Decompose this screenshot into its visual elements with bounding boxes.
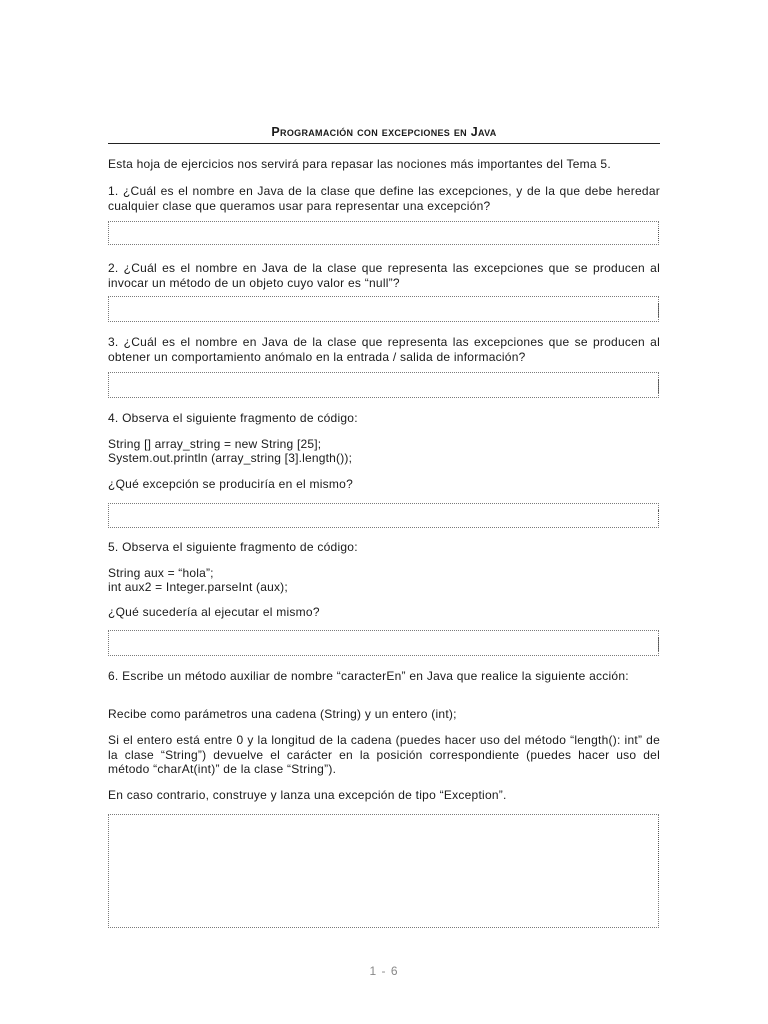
page-number: 1 - 6 — [369, 964, 399, 978]
question-4-question: ¿Qué excepción se produciría en el mismo? — [108, 477, 354, 491]
intro-text: Esta hoja de ejercicios nos servirá para repasar las nociones más importantes del Tema 5. — [108, 157, 611, 171]
question-4-code-line-2: System.out.println (array_string [3].length()); — [108, 451, 353, 465]
answer-box-1[interactable] — [108, 221, 659, 245]
title-underline — [108, 143, 660, 144]
question-4-text: 4. Observa el siguiente fragmento de código: — [108, 411, 358, 425]
question-6-text: 6. Escribe un método auxiliar de nombre “caracterEn” en Java que realice la siguiente acción: — [108, 669, 629, 683]
question-6-paragraph-2: Si el entero está entre 0 y la longitud de la cadena (puedes hacer uso del método “length(): int” de la clase “String”) devuelve el carácter en la posición correspondiente (puedes hacer uso del método “charAt(int)” de la clase “String”). — [108, 733, 660, 776]
answer-box-5[interactable] — [108, 630, 659, 656]
answer-box-6[interactable] — [108, 814, 659, 928]
question-5-code-line-1: String aux = “hola”; — [108, 566, 214, 580]
question-1: 1. ¿Cuál es el nombre en Java de la clase que define las excepciones, y de la que debe heredar cualquier clase que queramos usar para representar una excepción? — [108, 184, 660, 213]
answer-box-3[interactable] — [108, 372, 659, 398]
question-3: 3. ¿Cuál es el nombre en Java de la clase que representa las excepciones que se producen al obtener un comportamiento anómalo en la entrada / salida de información? — [108, 335, 660, 364]
answer-box-4[interactable] — [108, 503, 659, 528]
page-title: Programación con excepciones en Java — [271, 125, 497, 139]
question-5-question: ¿Qué sucedería al ejecutar el mismo? — [108, 605, 320, 619]
question-5-text: 5. Observa el siguiente fragmento de código: — [108, 540, 358, 554]
question-6-paragraph-1: Recibe como parámetros una cadena (String) y un entero (int); — [108, 707, 457, 721]
answer-box-2[interactable] — [108, 296, 659, 322]
question-4-code-line-1: String [] array_string = new String [25]; — [108, 437, 322, 451]
question-5-code-line-2: int aux2 = Integer.parseInt (aux); — [108, 580, 288, 594]
question-6-paragraph-3: En caso contrario, construye y lanza una excepción de tipo “Exception”. — [108, 788, 507, 802]
question-2: 2. ¿Cuál es el nombre en Java de la clase que representa las excepciones que se producen al invocar un método de un objeto cuyo valor es “null”? — [108, 261, 660, 290]
